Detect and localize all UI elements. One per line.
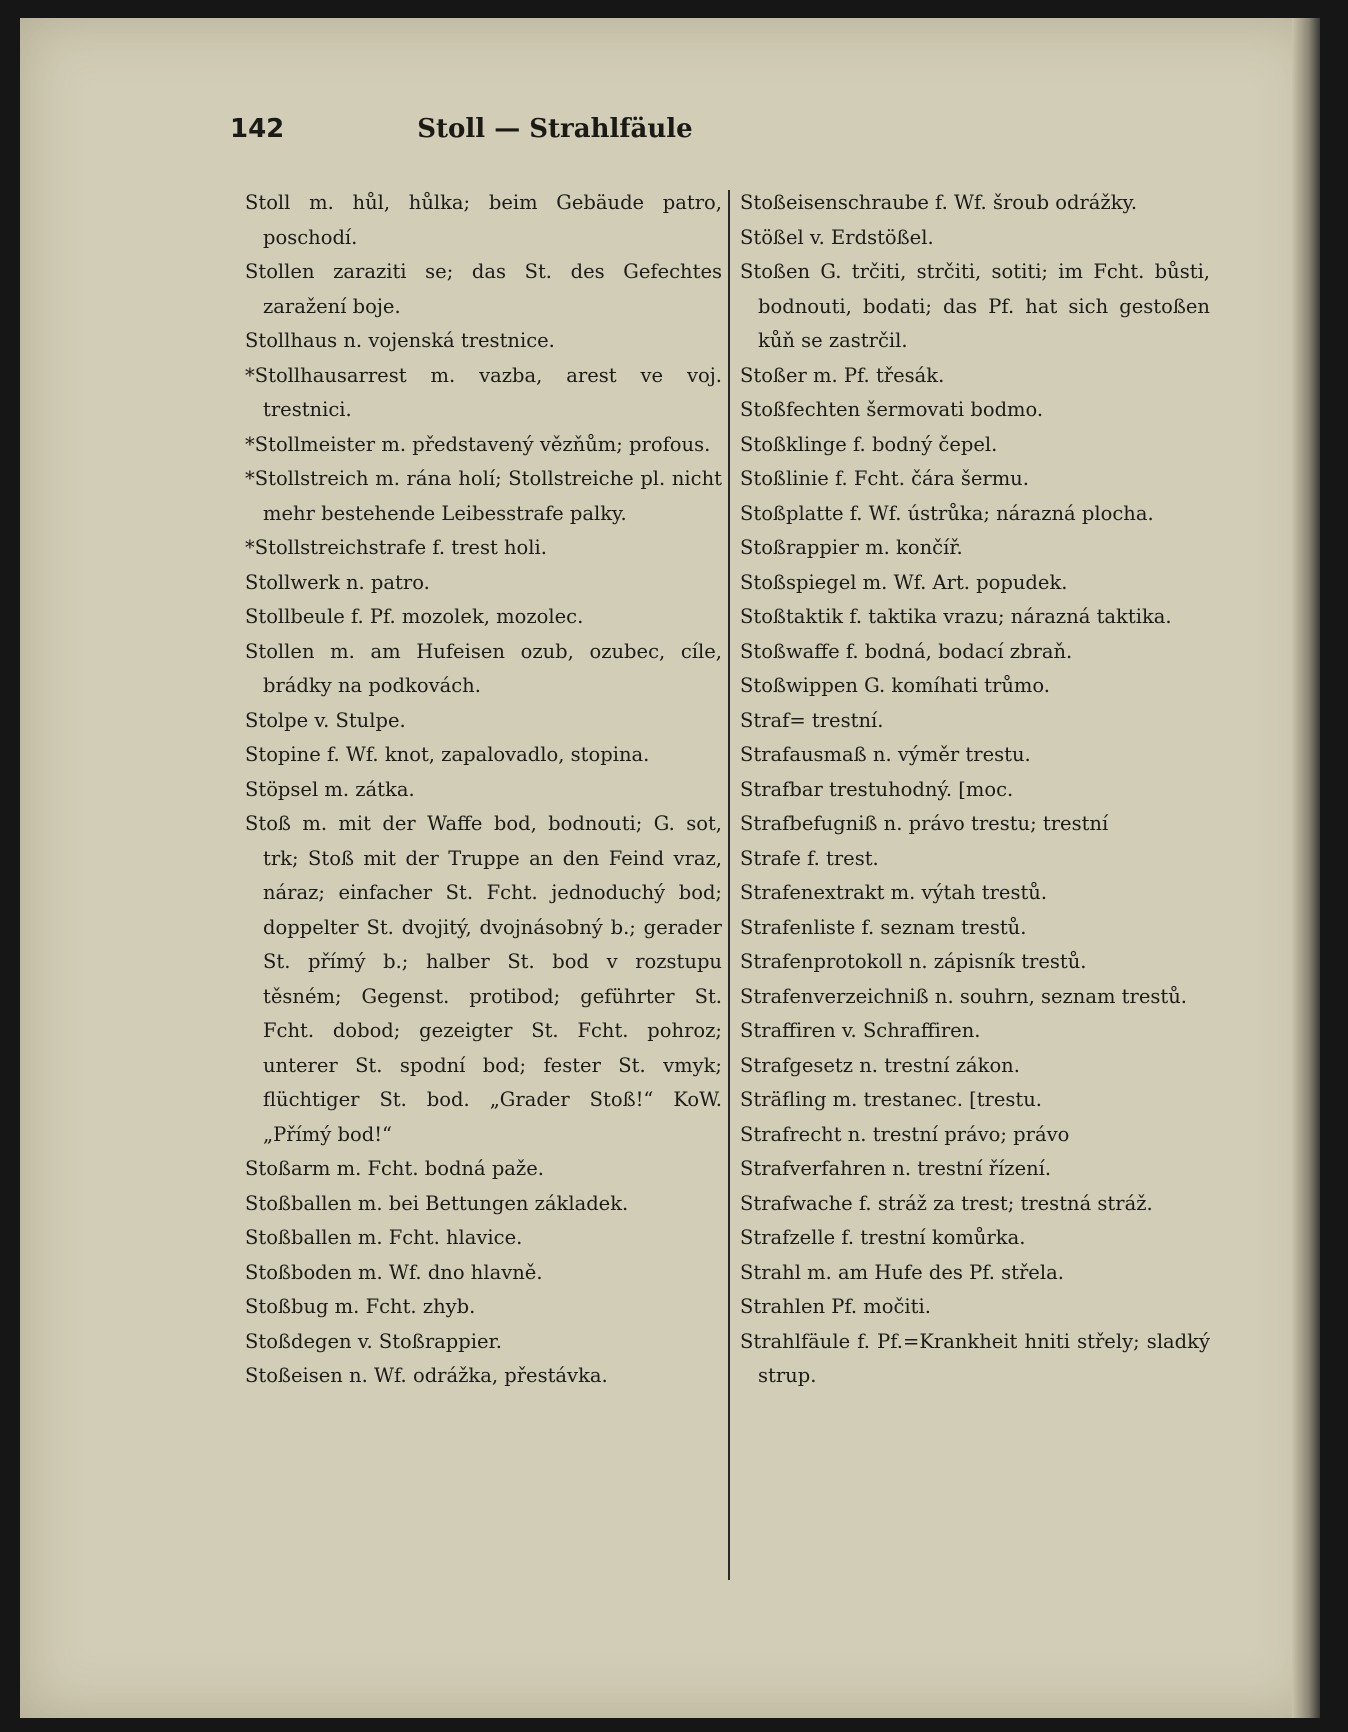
dictionary-entry: Stoßwippen G. komíhati trůmo. <box>740 674 1050 697</box>
dictionary-entry: Strafverfahren n. trestní řízení. <box>740 1157 1052 1180</box>
dictionary-entry: Stollbeule f. Pf. mozolek, mozolec. <box>245 605 584 628</box>
dictionary-entry: Strafbefugniß n. právo trestu; trestní <box>740 812 1109 835</box>
dictionary-entry: Stoßdegen v. Stoßrappier. <box>245 1329 502 1353</box>
page-number: 142 <box>230 114 285 144</box>
dictionary-entry: Stolpe v. Stulpe. <box>245 708 406 732</box>
dictionary-entry: Stollen zaraziti se; das St. des Gefechtes zaražení boje. <box>245 260 722 318</box>
page-header <box>230 114 880 154</box>
dictionary-entry: *Stollstreichstrafe f. trest holi. <box>245 536 547 559</box>
column-divider <box>728 190 730 1580</box>
dictionary-entry: Strafenliste f. seznam trestů. <box>740 915 1027 939</box>
dictionary-entry: Stößel v. Erdstößel. <box>740 225 934 249</box>
dictionary-entry: Stoßplatte f. Wf. ústrůka; nárazná plocha. <box>740 501 1154 525</box>
running-title: Stoll — Strahlfäule <box>417 114 693 144</box>
dictionary-entry: Stoßspiegel m. Wf. Art. popudek. <box>740 570 1068 594</box>
dictionary-entry: Strahlfäule f. Pf.=Krankheit hniti střely; sladký strup. <box>740 1329 1210 1387</box>
dictionary-entry: Stoßarm m. Fcht. bodná paže. <box>245 1157 544 1180</box>
dictionary-page <box>20 18 1320 1718</box>
dictionary-entry: *Stollmeister m. představený vězňům; profous. <box>245 432 711 456</box>
left-column <box>245 186 722 1394</box>
dictionary-entry: Stoß m. mit der Waffe bod, bodnouti; G. sot, trk; Stoß mit der Truppe an den Feind vraz, náraz; einfacher St. Fcht. jednoduchý bod; doppelter St. dvojitý, dvojnásobný b.; gerader St. přímý b.; halber St. bod v rozstupu těsném; Gegenst. protibod; geführter St. Fcht. dobod; gezeigter St. Fcht. pohroz; unterer St. spodní bod; fester St. vmyk; flüchtiger St. bod. „Grader Stoß!“ KoW. „Přímý bod!“ <box>245 812 722 1146</box>
dictionary-entry: Stollwerk n. patro. <box>245 570 430 594</box>
dictionary-entry: Straffiren v. Schraffiren. <box>740 1019 981 1042</box>
dictionary-entry: Stoßklinge f. bodný čepel. <box>740 432 998 456</box>
dictionary-entry: Strafgesetz n. trestní zákon. <box>740 1053 1020 1077</box>
dictionary-entry: Stoßboden m. Wf. dno hlavně. <box>245 1260 543 1284</box>
book-spine-edge <box>1292 18 1320 1718</box>
dictionary-entry: Stoll m. hůl, hůlka; beim Gebäude patro, poschodí. <box>245 191 722 249</box>
dictionary-entry: Stoßfechten šermovati bodmo. <box>740 398 1044 421</box>
dictionary-entry: Stoßwaffe f. bodná, bodací zbraň. <box>740 639 1073 663</box>
dictionary-entry: Stoßer m. Pf. třesák. <box>740 363 945 387</box>
dictionary-entry: Stoßen G. trčiti, strčiti, sotiti; im Fcht. bůsti, bodnouti, bodati; das Pf. hat sich gestoßen kůň se zastrčil. <box>740 260 1210 352</box>
dictionary-entry: Strafausmaß n. výměr trestu. <box>740 743 1031 766</box>
dictionary-entry: Stoßeisen n. Wf. odrážka, přestávka. <box>245 1364 608 1387</box>
dictionary-entry: Strafrecht n. trestní právo; právo <box>740 1122 1070 1146</box>
dictionary-entry: Stopine f. Wf. knot, zapalovadlo, stopina. <box>245 743 650 766</box>
dictionary-entry: Strafzelle f. trestní komůrka. <box>740 1226 1026 1249</box>
dictionary-entry: Stöpsel m. zátka. <box>245 777 415 801</box>
dictionary-entry: Sträfling m. trestanec. [trestu. <box>740 1088 1043 1111</box>
dictionary-entry: Strafwache f. stráž za trest; trestná stráž. <box>740 1191 1153 1215</box>
dictionary-entry: Strahl m. am Hufe des Pf. střela. <box>740 1260 1064 1284</box>
dictionary-entry: Stoßlinie f. Fcht. čára šermu. <box>740 467 1029 490</box>
dictionary-entry: Stollhaus n. vojenská trestnice. <box>245 329 555 352</box>
right-column <box>740 186 1210 1394</box>
dictionary-entry: Strafe f. trest. <box>740 846 879 870</box>
dictionary-entry: Strafenextrakt m. výtah trestů. <box>740 881 1048 904</box>
dictionary-entry: Strafbar trestuhodný. [moc. <box>740 777 1014 801</box>
dictionary-entry: Stollen m. am Hufeisen ozub, ozubec, cíle, brádky na podkovách. <box>245 639 722 697</box>
dictionary-entry: Strafenprotokoll n. zápisník trestů. <box>740 950 1087 973</box>
dictionary-entry: Straf= trestní. <box>740 708 884 732</box>
dictionary-entry: Stoßballen m. bei Bettungen základek. <box>245 1191 629 1215</box>
dictionary-entry: *Stollhausarrest m. vazba, arest ve voj. trestnici. <box>245 363 722 421</box>
dictionary-entry: Stoßeisenschraube f. Wf. šroub odrážky. <box>740 191 1138 214</box>
dictionary-entry: Stoßrappier m. končíř. <box>740 536 963 559</box>
dictionary-entry: Stoßballen m. Fcht. hlavice. <box>245 1226 523 1249</box>
dictionary-entry: Strahlen Pf. močiti. <box>740 1295 931 1318</box>
dictionary-entry: Stoßbug m. Fcht. zhyb. <box>245 1295 476 1318</box>
dictionary-entry: Stoßtaktik f. taktika vrazu; nárazná taktika. <box>740 605 1172 628</box>
dictionary-entry: *Stollstreich m. rána holí; Stollstreiche pl. nicht mehr bestehende Leibesstrafe palky. <box>245 467 722 525</box>
dictionary-entry: Strafenverzeichniß n. souhrn, seznam trestů. <box>740 984 1187 1008</box>
